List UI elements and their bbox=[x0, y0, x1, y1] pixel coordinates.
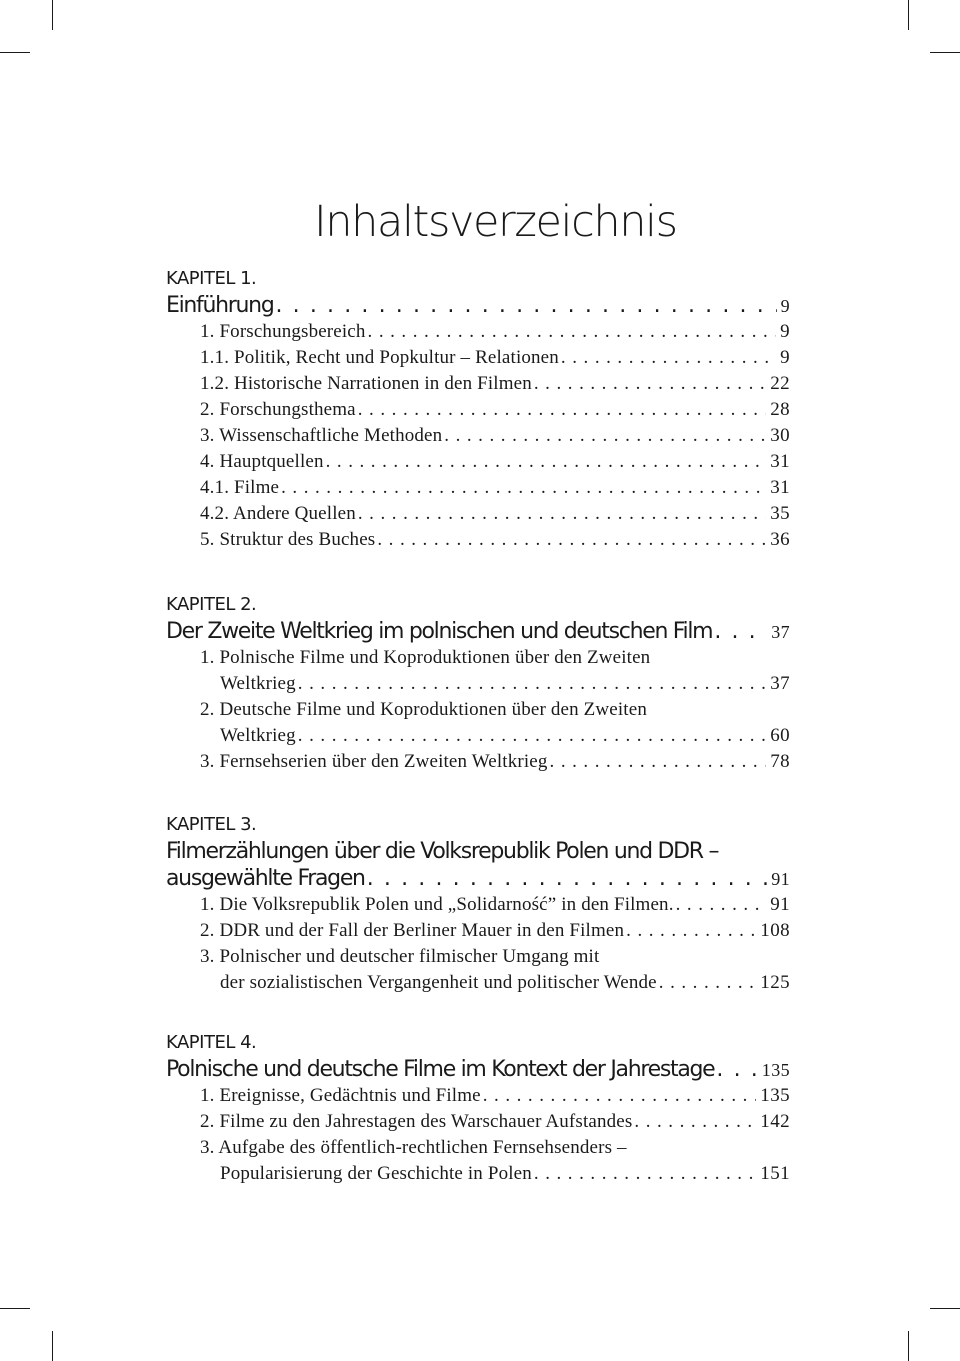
crop-mark-left-upper bbox=[0, 52, 30, 53]
crop-mark-right-lower bbox=[930, 1308, 960, 1309]
dot-leader bbox=[534, 1161, 756, 1187]
entry-text: 2. Forschungsthema bbox=[200, 399, 356, 420]
toc-entry[interactable] bbox=[166, 671, 790, 697]
dot-leader bbox=[716, 1056, 757, 1083]
toc-entry[interactable] bbox=[166, 723, 790, 749]
toc-entry[interactable] bbox=[166, 319, 790, 345]
toc-entry[interactable] bbox=[166, 527, 790, 553]
page-title: Inhaltsverzeichnis bbox=[314, 197, 677, 247]
chapter-label: KAPITEL 4. bbox=[166, 1032, 257, 1053]
page-number: 31 bbox=[770, 451, 790, 472]
chapter-title-entry[interactable] bbox=[166, 618, 790, 645]
entry-text: Popularisierung der Geschichte in Polen bbox=[220, 1163, 532, 1184]
toc-entry[interactable] bbox=[166, 970, 790, 996]
page-number: 9 bbox=[780, 321, 790, 342]
chapter-title-first-line: Filmerzählungen über die Volksrepublik Polen und DDR – bbox=[166, 839, 719, 864]
chapter-4-section bbox=[166, 1030, 790, 1187]
toc-entry[interactable] bbox=[166, 918, 790, 944]
entry-text: Weltkrieg bbox=[220, 725, 296, 746]
page-number: 135 bbox=[760, 1085, 790, 1106]
toc-entry[interactable] bbox=[166, 1109, 790, 1135]
chapter-title: Einführung bbox=[166, 293, 274, 318]
dot-leader bbox=[444, 423, 766, 449]
entry-text: 4.2. Andere Quellen bbox=[200, 503, 356, 524]
dot-leader bbox=[368, 319, 777, 345]
page-number: 142 bbox=[760, 1111, 790, 1132]
crop-mark-right-upper bbox=[930, 52, 960, 53]
entry-text: 1.2. Historische Narrationen in den Filmen bbox=[200, 373, 532, 394]
chapter-title: Polnische und deutsche Filme im Kontext der Jahrestage bbox=[166, 1057, 715, 1082]
chapter-2-section bbox=[166, 592, 790, 775]
dot-leader bbox=[298, 723, 766, 749]
entry-text: 3. Wissenschaftliche Methoden bbox=[200, 425, 443, 446]
entry-text: 1. Die Volksrepublik Polen und „Solidarność” in den Filmen. bbox=[200, 894, 674, 915]
dot-leader bbox=[367, 865, 767, 892]
crop-mark-left-lower bbox=[0, 1308, 30, 1309]
page-number: 31 bbox=[770, 477, 790, 498]
page-number: 135 bbox=[761, 1060, 790, 1080]
page-number: 60 bbox=[770, 725, 790, 746]
dot-leader bbox=[281, 475, 766, 501]
toc-entry[interactable] bbox=[166, 423, 790, 449]
entry-text: 2. DDR und der Fall der Berliner Mauer in den Filmen bbox=[200, 920, 625, 941]
entry-first-line: 3. Polnischer und deutscher filmischer Umgang mit bbox=[200, 946, 600, 967]
toc-entry[interactable] bbox=[166, 345, 790, 371]
chapter-title: ausgewählte Fragen bbox=[166, 866, 365, 891]
dot-leader bbox=[358, 501, 766, 527]
chapter-title-entry[interactable] bbox=[166, 1056, 790, 1083]
crop-mark-bottom-left bbox=[52, 1331, 53, 1361]
dot-leader bbox=[676, 892, 767, 918]
dot-leader bbox=[561, 345, 776, 371]
page-number: 37 bbox=[771, 622, 790, 642]
page-number: 78 bbox=[770, 751, 790, 772]
toc-entry[interactable] bbox=[166, 1161, 790, 1187]
crop-mark-bottom-right bbox=[908, 1331, 909, 1361]
toc-entry[interactable] bbox=[166, 449, 790, 475]
page-number: 37 bbox=[770, 673, 790, 694]
crop-mark-top-left bbox=[52, 0, 53, 30]
entry-first-line: 3. Aufgabe des öffentlich-rechtlichen Fernsehsenders – bbox=[200, 1137, 627, 1158]
page-number: 91 bbox=[770, 894, 790, 915]
dot-leader bbox=[483, 1083, 757, 1109]
dot-leader bbox=[714, 618, 767, 645]
page-number: 125 bbox=[760, 972, 790, 993]
dot-leader bbox=[377, 527, 766, 553]
chapter-label: KAPITEL 3. bbox=[166, 814, 257, 835]
chapter-label: KAPITEL 1. bbox=[166, 268, 257, 289]
page-number: 36 bbox=[770, 529, 790, 550]
chapter-1-section bbox=[166, 266, 790, 553]
entry-text: 1. Forschungsbereich bbox=[200, 321, 366, 342]
crop-mark-top-right bbox=[908, 0, 909, 30]
chapter-3-section bbox=[166, 812, 790, 996]
toc-entry[interactable] bbox=[166, 475, 790, 501]
page-number: 9 bbox=[780, 347, 790, 368]
chapter-title-entry[interactable] bbox=[166, 865, 790, 892]
page-number: 108 bbox=[760, 920, 790, 941]
entry-first-line: 1. Polnische Filme und Koproduktionen über den Zweiten bbox=[200, 647, 651, 668]
dot-leader bbox=[659, 970, 757, 996]
chapter-label: KAPITEL 2. bbox=[166, 594, 257, 615]
page-number: 22 bbox=[770, 373, 790, 394]
toc-entry[interactable] bbox=[166, 892, 790, 918]
toc-entry[interactable] bbox=[166, 371, 790, 397]
entry-text: 4.1. Filme bbox=[200, 477, 280, 498]
toc-entry[interactable] bbox=[166, 749, 790, 775]
page-number: 91 bbox=[771, 869, 790, 889]
dot-leader bbox=[634, 1109, 756, 1135]
entry-text: 5. Struktur des Buches bbox=[200, 529, 376, 550]
entry-text: 2. Filme zu den Jahrestagen des Warschauer Aufstandes bbox=[200, 1111, 633, 1132]
dot-leader bbox=[298, 671, 766, 697]
dot-leader bbox=[626, 918, 756, 944]
chapter-title: Der Zweite Weltkrieg im polnischen und deutschen Film bbox=[166, 619, 713, 644]
entry-text: Weltkrieg bbox=[220, 673, 296, 694]
entry-text: 3. Fernsehserien über den Zweiten Weltkrieg bbox=[200, 751, 548, 772]
dot-leader bbox=[358, 397, 766, 423]
entry-text: 1.1. Politik, Recht und Popkultur – Relationen bbox=[200, 347, 559, 368]
entry-text: 4. Hauptquellen bbox=[200, 451, 324, 472]
dot-leader bbox=[550, 749, 767, 775]
dot-leader bbox=[326, 449, 767, 475]
dot-leader bbox=[276, 292, 777, 319]
dot-leader bbox=[534, 371, 766, 397]
toc-entry[interactable] bbox=[166, 397, 790, 423]
entry-text: 1. Ereignisse, Gedächtnis und Filme bbox=[200, 1085, 481, 1106]
page-number: 35 bbox=[770, 503, 790, 524]
chapter-title-entry[interactable] bbox=[166, 292, 790, 319]
entry-text: der sozialistischen Vergangenheit und politischer Wende bbox=[220, 972, 657, 993]
page-number: 9 bbox=[780, 296, 790, 316]
page-number: 151 bbox=[760, 1163, 790, 1184]
page-number: 30 bbox=[770, 425, 790, 446]
entry-first-line: 2. Deutsche Filme und Koproduktionen über den Zweiten bbox=[200, 699, 647, 720]
page-number: 28 bbox=[770, 399, 790, 420]
toc-entry[interactable] bbox=[166, 1083, 790, 1109]
toc-entry[interactable] bbox=[166, 501, 790, 527]
